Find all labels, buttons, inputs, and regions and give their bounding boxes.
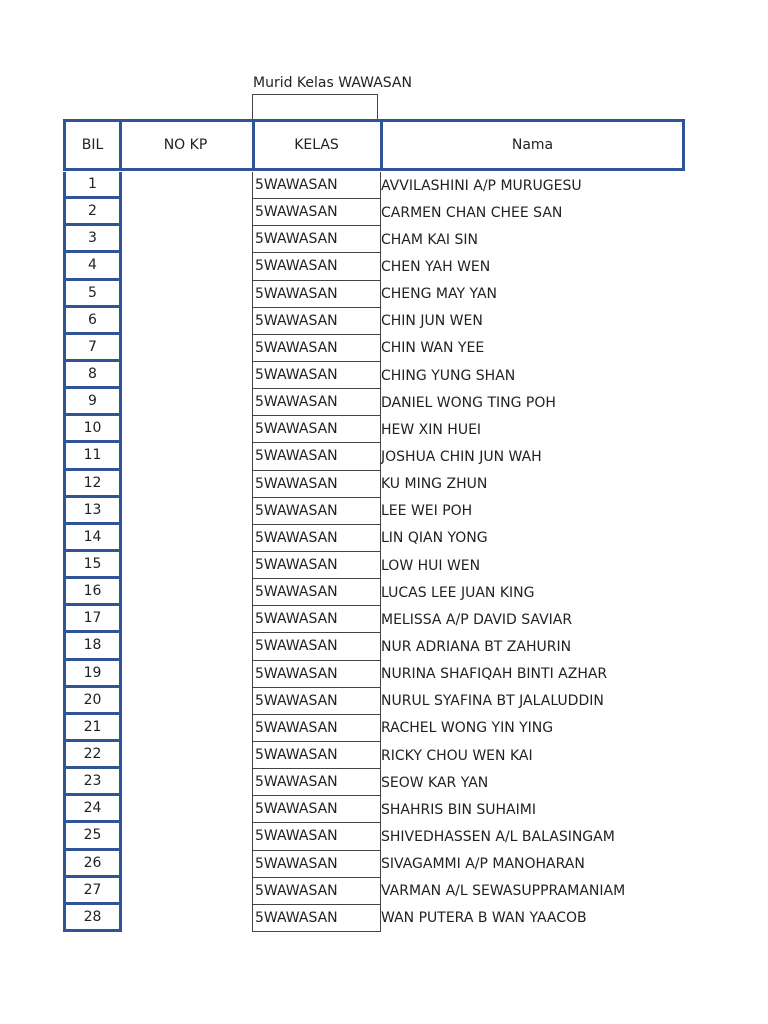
row-nama: SEOW KAR YAN (381, 774, 489, 791)
row-nama: KU MING ZHUN (381, 476, 488, 493)
row-kelas: 5WAWASAN (252, 579, 381, 606)
row-nama: MELISSA A/P DAVID SAVIAR (381, 611, 573, 628)
row-kelas: 5WAWASAN (252, 823, 381, 850)
row-kelas: 5WAWASAN (252, 308, 381, 335)
row-kelas: 5WAWASAN (252, 362, 381, 389)
row-bil: 26 (63, 851, 122, 878)
row-bil: 12 (63, 471, 122, 498)
row-kelas: 5WAWASAN (252, 796, 381, 823)
row-bil: 22 (63, 742, 122, 769)
header-kelas: KELAS (252, 119, 381, 171)
row-nama: NURUL SYAFINA BT JALALUDDIN (381, 693, 604, 710)
row-nama: CHENG MAY YAN (381, 286, 498, 303)
row-bil: 8 (63, 362, 122, 389)
row-nama: HEW XIN HUEI (381, 421, 482, 438)
row-nama: DANIEL WONG TING POH (381, 394, 556, 411)
row-nama: RACHEL WONG YIN YING (381, 720, 554, 737)
row-nama: JOSHUA CHIN JUN WAH (381, 448, 542, 465)
row-bil: 23 (63, 769, 122, 796)
title-cell (252, 94, 378, 120)
page-title: Murid Kelas WAWASAN (253, 75, 412, 91)
row-kelas: 5WAWASAN (252, 389, 381, 416)
row-kelas: 5WAWASAN (252, 281, 381, 308)
row-nama: CHEN YAH WEN (381, 258, 491, 275)
row-nama: SIVAGAMMI A/P MANOHARAN (381, 856, 585, 873)
row-bil: 15 (63, 552, 122, 579)
row-kelas: 5WAWASAN (252, 253, 381, 280)
row-bil: 5 (63, 281, 122, 308)
row-bil: 25 (63, 823, 122, 850)
row-bil: 14 (63, 525, 122, 552)
row-bil: 28 (63, 905, 122, 932)
row-bil: 4 (63, 253, 122, 280)
row-bil: 24 (63, 796, 122, 823)
row-bil: 16 (63, 579, 122, 606)
row-kelas: 5WAWASAN (252, 471, 381, 498)
row-kelas: 5WAWASAN (252, 851, 381, 878)
row-nama: CHIN JUN WEN (381, 313, 483, 330)
row-nama: NUR ADRIANA BT ZAHURIN (381, 638, 572, 655)
row-kelas: 5WAWASAN (252, 606, 381, 633)
row-kelas: 5WAWASAN (252, 552, 381, 579)
row-bil: 27 (63, 878, 122, 905)
header-nama: Nama (380, 119, 685, 171)
row-bil: 13 (63, 498, 122, 525)
row-bil: 1 (63, 172, 122, 199)
row-nama: SHAHRIS BIN SUHAIMI (381, 801, 536, 818)
row-bil: 21 (63, 715, 122, 742)
row-kelas: 5WAWASAN (252, 416, 381, 443)
table-header (63, 119, 685, 171)
header-bil: BIL (63, 119, 122, 171)
row-nama: LEE WEI POH (381, 503, 473, 520)
row-nama: LUCAS LEE JUAN KING (381, 584, 535, 601)
row-bil: 18 (63, 633, 122, 660)
row-kelas: 5WAWASAN (252, 742, 381, 769)
row-kelas: 5WAWASAN (252, 661, 381, 688)
row-nama: LOW HUI WEN (381, 557, 481, 574)
row-nama: CARMEN CHAN CHEE SAN (381, 204, 563, 221)
row-nama: LIN QIAN YONG (381, 530, 488, 547)
row-kelas: 5WAWASAN (252, 199, 381, 226)
row-kelas: 5WAWASAN (252, 769, 381, 796)
row-bil: 11 (63, 443, 122, 470)
row-kelas: 5WAWASAN (252, 688, 381, 715)
row-bil: 3 (63, 226, 122, 253)
row-kelas: 5WAWASAN (252, 878, 381, 905)
row-bil: 10 (63, 416, 122, 443)
header-no-kp: NO KP (119, 119, 255, 171)
row-kelas: 5WAWASAN (252, 498, 381, 525)
row-kelas: 5WAWASAN (252, 443, 381, 470)
row-nama: SHIVEDHASSEN A/L BALASINGAM (381, 828, 615, 845)
row-kelas: 5WAWASAN (252, 525, 381, 552)
row-nama: CHAM KAI SIN (381, 231, 478, 248)
row-kelas: 5WAWASAN (252, 226, 381, 253)
row-nama: WAN PUTERA B WAN YAACOB (381, 910, 587, 927)
row-nama: NURINA SHAFIQAH BINTI AZHAR (381, 666, 608, 683)
row-kelas: 5WAWASAN (252, 335, 381, 362)
row-kelas: 5WAWASAN (252, 715, 381, 742)
row-kelas: 5WAWASAN (252, 633, 381, 660)
row-bil: 19 (63, 661, 122, 688)
row-bil: 9 (63, 389, 122, 416)
row-bil: 20 (63, 688, 122, 715)
row-bil: 7 (63, 335, 122, 362)
row-bil: 2 (63, 199, 122, 226)
row-nama: AVVILASHINI A/P MURUGESU (381, 177, 582, 194)
row-nama: RICKY CHOU WEN KAI (381, 747, 533, 764)
row-nama: VARMAN A/L SEWASUPPRAMANIAM (381, 883, 626, 900)
row-bil: 6 (63, 308, 122, 335)
row-kelas: 5WAWASAN (252, 172, 381, 199)
row-kelas: 5WAWASAN (252, 905, 381, 932)
row-nama: CHIN WAN YEE (381, 340, 485, 357)
row-bil: 17 (63, 606, 122, 633)
row-nama: CHING YUNG SHAN (381, 367, 516, 384)
